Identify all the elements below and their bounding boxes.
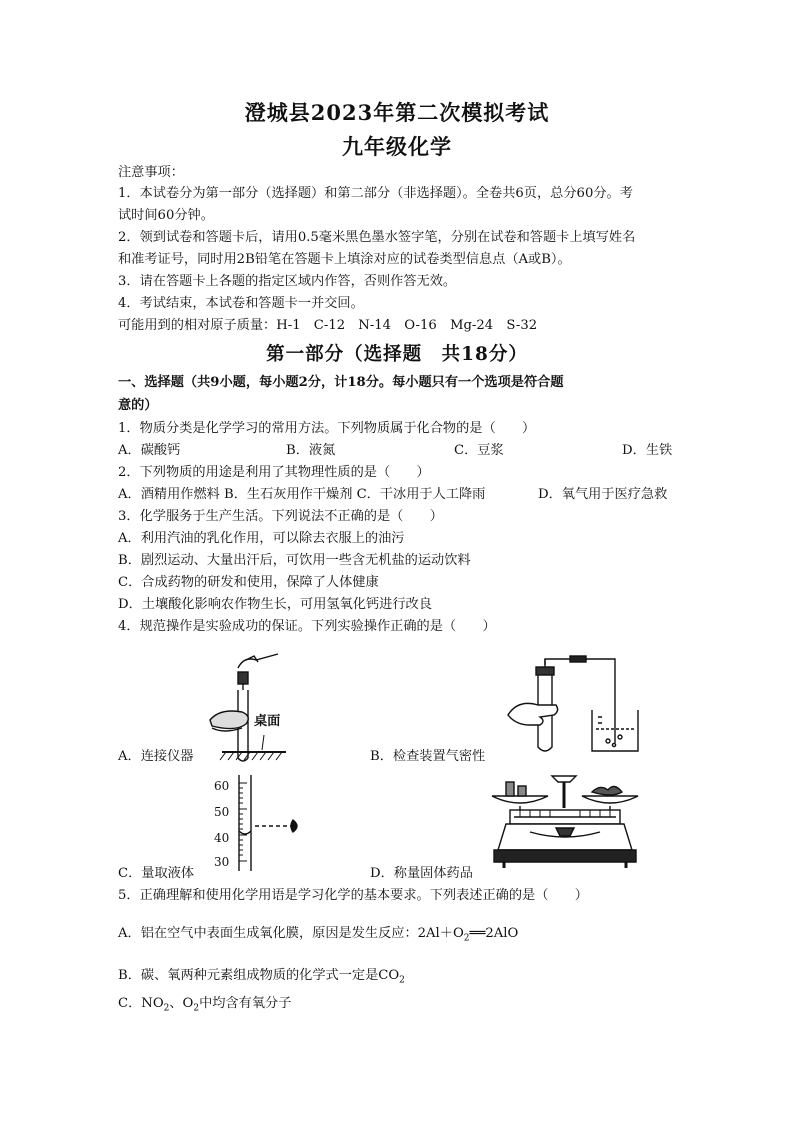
cylinder-tick-40: 40 xyxy=(214,831,230,845)
q4-option-d: D．称量固体药品 xyxy=(370,866,473,881)
figure-connect-apparatus xyxy=(200,640,300,765)
figure-balance-scale xyxy=(490,770,640,880)
q5-option-c-mid: 、O xyxy=(169,996,194,1011)
q1-stem: 1．物质分类是化学学习的常用方法。下列物质属于化合物的是（ ） xyxy=(118,421,536,436)
notice-line-6: 4．考试结束，本试卷和答题卡一并交回。 xyxy=(118,296,364,311)
notice-line-5: 3．请在答题卡上各题的指定区域内作答，否则作答无效。 xyxy=(118,274,457,289)
q5-option-b-text: B．碳、氧两种元素组成物质的化学式一定是CO xyxy=(118,968,400,983)
q2-option-d: D．氧气用于医疗急救 xyxy=(538,487,668,502)
q5-option-c-subscript-1: 2 xyxy=(163,1003,170,1014)
notice-heading: 注意事项： xyxy=(118,165,184,180)
q5-option-c xyxy=(118,994,291,1019)
notice-line-1: 1．本试卷分为第一部分（选择题）和第二部分（非选择题）。全卷共6页，总分60分。考 xyxy=(118,186,633,201)
q4-option-b: B．检查装置气密性 xyxy=(370,749,486,764)
cylinder-tick-60: 60 xyxy=(214,779,230,793)
q4-option-a: A．连接仪器 xyxy=(118,749,194,764)
q2-options-abc: A．酒精用作燃料 B．生石灰用作干燥剂 C．干冰用于人工降雨 xyxy=(118,487,486,502)
q1-option-b: B．液氮 xyxy=(286,443,336,458)
notice-line-4: 和准考证号，同时用2B铅笔在答题卡上填涂对应的试卷类型信息点（A或B）。 xyxy=(118,252,571,267)
q5-option-b xyxy=(118,966,405,991)
q5-option-a-subscript: 2 xyxy=(463,933,470,944)
figure-airtightness-check xyxy=(500,655,650,760)
cylinder-tick-50: 50 xyxy=(214,805,230,819)
q5-option-c-subscript-2: 2 xyxy=(193,1003,200,1014)
q5-option-c-end: 中均含有氧分子 xyxy=(199,996,292,1011)
q3-stem: 3．化学服务于生产生活。下列说法不正确的是（ ） xyxy=(118,509,443,524)
q3-option-c: C．合成药物的研发和使用，保障了人体健康 xyxy=(118,575,379,590)
q3-option-d: D．土壤酸化影响农作物生长，可用氢氧化钙进行改良 xyxy=(118,597,432,612)
section-instruction-2: 意的） xyxy=(118,398,158,413)
q3-option-b: B．剧烈运动、大量出汗后，可饮用一些含无机盐的运动饮料 xyxy=(118,553,471,568)
q5-option-c-text: C．NO xyxy=(118,996,164,1011)
q5-option-b-subscript: 2 xyxy=(399,975,405,986)
notice-line-3: 2．领到试卷和答题卡后，请用0.5毫米黑色墨水签字笔，分别在试卷和答题卡上填写姓名 xyxy=(118,230,636,245)
q1-option-a: A．碳酸钙 xyxy=(118,443,181,458)
exam-title: 澄城县2023年第二次模拟考试 xyxy=(244,100,550,125)
q5-option-a xyxy=(118,924,518,949)
desk-label: 桌面 xyxy=(254,714,281,729)
q2-stem: 2．下列物质的用途是利用了其物理性质的是（ ） xyxy=(118,465,430,480)
q4-stem: 4．规范操作是实验成功的保证。下列实验操作正确的是（ ） xyxy=(118,619,496,634)
q5-option-a-equation-end: ══2AlO xyxy=(469,926,519,941)
atomic-mass-line: 可能用到的相对原子质量：H-1 C-12 N-14 O-16 Mg-24 S-32 xyxy=(118,318,538,333)
cylinder-tick-30: 30 xyxy=(214,855,230,869)
q5-option-a-text: A．铝在空气中表面生成氧化膜，原因是发生反应：2Al＋O xyxy=(118,926,464,941)
q4-option-c: C．量取液体 xyxy=(118,866,195,881)
q3-option-a: A．利用汽油的乳化作用，可以除去衣服上的油污 xyxy=(118,531,405,546)
q1-option-d: D．生铁 xyxy=(622,443,673,458)
section-title: 第一部分（选择题 共18分） xyxy=(266,344,528,365)
q1-option-c: C．豆浆 xyxy=(454,443,504,458)
q5-stem: 5．正确理解和使用化学用语是学习化学的基本要求。下列表述正确的是（ ） xyxy=(118,888,588,903)
section-instruction-1: 一、选择题（共9小题，每小题2分，计18分。每小题只有一个选项是符合题 xyxy=(118,375,564,390)
notice-line-2: 试时间60分钟。 xyxy=(118,208,214,223)
exam-subtitle: 九年级化学 xyxy=(342,134,452,159)
